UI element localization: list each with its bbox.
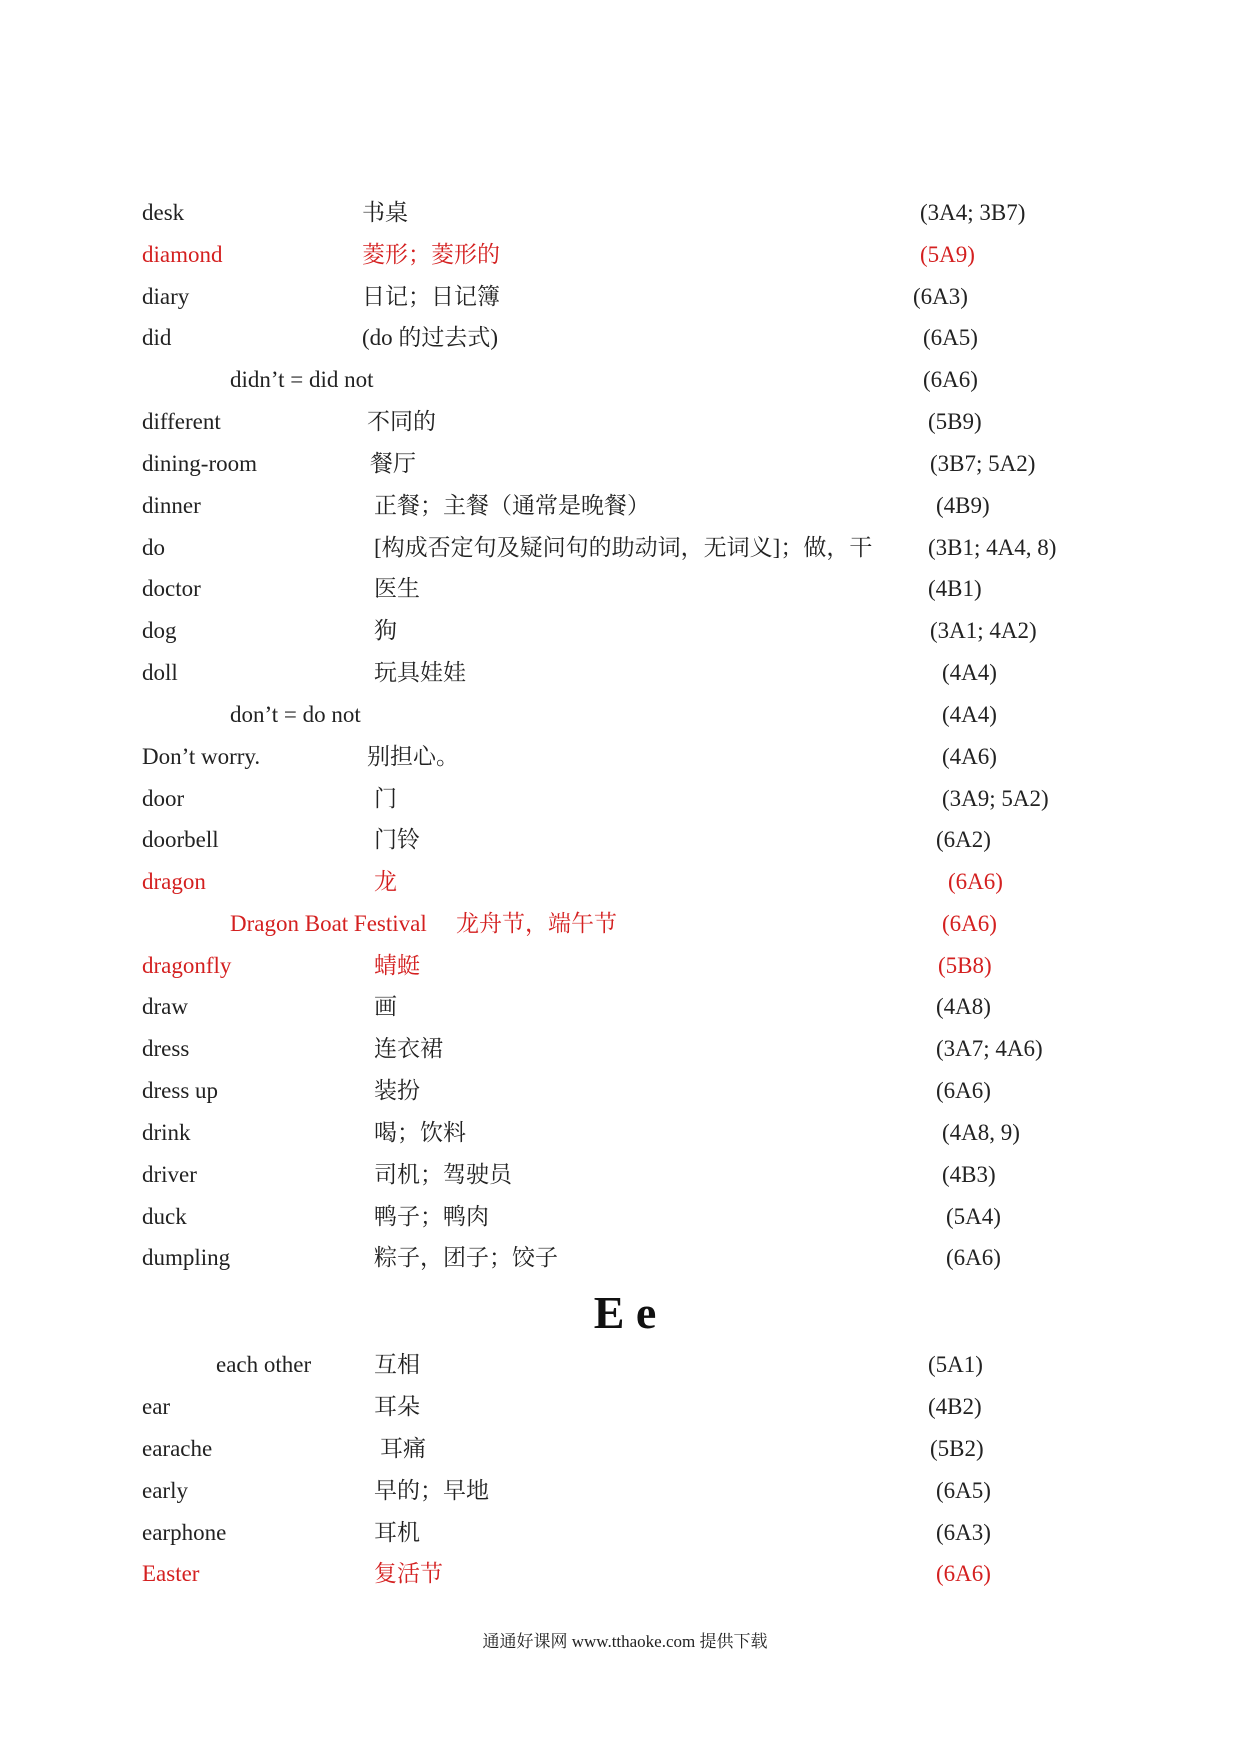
entry-unit-ref: (3A1; 4A2) <box>930 618 1037 643</box>
entry-row <box>0 193 1240 233</box>
entry-unit-ref: (5A1) <box>928 1352 983 1377</box>
entry-row <box>0 987 1240 1027</box>
entry-word: dragonfly <box>142 953 232 978</box>
entry-translation: 早的；早地 <box>374 1478 489 1503</box>
entry-word: different <box>142 409 221 434</box>
section-heading: E e <box>593 1287 657 1338</box>
entry-row <box>0 1387 1240 1427</box>
entry-translation: 复活节 <box>374 1561 443 1586</box>
entry-unit-ref: (5B8) <box>938 953 992 978</box>
entry-row <box>0 904 1240 944</box>
entry-word: door <box>142 786 185 811</box>
entry-word: diary <box>142 284 190 309</box>
entry-unit-ref: (6A5) <box>936 1478 991 1503</box>
entry-translation: 司机；驾驶员 <box>374 1162 512 1187</box>
entry-unit-ref: (5A4) <box>946 1204 1001 1229</box>
entry-row <box>0 1029 1240 1069</box>
entry-word: do <box>142 535 165 560</box>
entry-row <box>0 528 1240 568</box>
entry-row <box>0 1155 1240 1195</box>
entry-word: draw <box>142 994 188 1019</box>
entry-unit-ref: (4B1) <box>928 576 982 601</box>
entry-translation: 日记；日记簿 <box>362 284 500 309</box>
entry-translation: 鸭子；鸭肉 <box>374 1204 489 1229</box>
entry-translation: 耳朵 <box>374 1394 420 1419</box>
entry-row <box>0 360 1240 400</box>
entry-word: early <box>142 1478 188 1503</box>
entry-row <box>0 444 1240 484</box>
entry-unit-ref: (4A4) <box>942 702 997 727</box>
entry-row <box>0 1345 1240 1385</box>
entry-word: earache <box>142 1436 213 1461</box>
entry-translation: 狗 <box>374 618 397 643</box>
page-footer: 通通好课网 www.tthaoke.com 提供下载 <box>482 1632 768 1651</box>
entry-word: dog <box>142 618 177 643</box>
entry-translation: 装扮 <box>374 1078 420 1103</box>
entry-word: dragon <box>142 869 206 894</box>
entry-word: driver <box>142 1162 197 1187</box>
entry-word: dinner <box>142 493 201 518</box>
entry-translation: 龙 <box>374 869 397 894</box>
entry-word: doorbell <box>142 827 219 852</box>
entry-row <box>0 1471 1240 1511</box>
entry-row <box>0 1238 1240 1278</box>
entry-unit-ref: (4B9) <box>936 493 990 518</box>
entry-row <box>0 737 1240 777</box>
entry-word: didn’t = did not <box>230 367 374 392</box>
entry-word: doll <box>142 660 178 685</box>
entry-row <box>0 402 1240 442</box>
entry-unit-ref: (5B9) <box>928 409 982 434</box>
entry-word: dress <box>142 1036 190 1061</box>
entry-unit-ref: (4A8, 9) <box>942 1120 1020 1145</box>
entry-word: duck <box>142 1204 187 1229</box>
entry-unit-ref: (4A8) <box>936 994 991 1019</box>
entry-row <box>0 1429 1240 1469</box>
entry-translation: 互相 <box>374 1352 420 1377</box>
entry-unit-ref: (6A6) <box>923 367 978 392</box>
entry-word: don’t = do not <box>230 702 361 727</box>
entry-unit-ref: (6A6) <box>948 869 1003 894</box>
entry-translation: [构成否定句及疑问句的助动词，无词义]；做，干 <box>374 535 873 560</box>
entry-row <box>0 1554 1240 1594</box>
entry-unit-ref: (6A6) <box>946 1245 1001 1270</box>
entry-translation: 画 <box>374 994 397 1019</box>
entry-word: diamond <box>142 242 223 267</box>
entry-unit-ref: (6A5) <box>923 325 978 350</box>
entry-row <box>0 277 1240 317</box>
entry-unit-ref: (3B1; 4A4, 8) <box>928 535 1057 560</box>
entry-translation: 玩具娃娃 <box>374 660 466 685</box>
entry-word: each other <box>216 1352 312 1377</box>
entry-unit-ref: (4A6) <box>942 744 997 769</box>
entry-row <box>0 318 1240 358</box>
entry-row <box>0 1197 1240 1237</box>
entry-translation: 龙舟节，端午节 <box>456 911 617 936</box>
entry-unit-ref: (5A9) <box>920 242 975 267</box>
entry-unit-ref: (5B2) <box>930 1436 984 1461</box>
entry-word: Easter <box>142 1561 200 1586</box>
entry-unit-ref: (3A7; 4A6) <box>936 1036 1043 1061</box>
entry-translation: 蜻蜓 <box>374 953 420 978</box>
entry-unit-ref: (6A2) <box>936 827 991 852</box>
entry-word: earphone <box>142 1520 227 1545</box>
entry-row <box>0 695 1240 735</box>
entry-translation: 菱形；菱形的 <box>362 242 500 267</box>
entry-unit-ref: (4A4) <box>942 660 997 685</box>
entry-row <box>0 1113 1240 1153</box>
entry-translation: 书桌 <box>362 200 408 225</box>
entry-translation: 喝；饮料 <box>374 1120 466 1145</box>
entry-word: dress up <box>142 1078 219 1103</box>
entry-row <box>0 611 1240 651</box>
entry-unit-ref: (3B7; 5A2) <box>930 451 1036 476</box>
entry-unit-ref: (4B3) <box>942 1162 996 1187</box>
entry-word: doctor <box>142 576 201 601</box>
entry-unit-ref: (6A6) <box>936 1078 991 1103</box>
entry-translation: 门铃 <box>374 827 420 852</box>
entry-word: drink <box>142 1120 191 1145</box>
entry-row <box>0 946 1240 986</box>
entry-word: did <box>142 325 172 350</box>
entry-translation: 不同的 <box>367 409 436 434</box>
entry-word: desk <box>142 200 185 225</box>
entry-row <box>0 569 1240 609</box>
entry-unit-ref: (6A3) <box>936 1520 991 1545</box>
entry-translation: 耳痛 <box>380 1436 426 1461</box>
entry-row <box>0 862 1240 902</box>
entry-unit-ref: (6A6) <box>942 911 997 936</box>
entry-unit-ref: (3A9; 5A2) <box>942 786 1049 811</box>
entry-unit-ref: (6A6) <box>936 1561 991 1586</box>
entry-unit-ref: (6A3) <box>913 284 968 309</box>
entry-word: ear <box>142 1394 171 1419</box>
entry-translation: 医生 <box>374 576 420 601</box>
entry-unit-ref: (4B2) <box>928 1394 982 1419</box>
entry-row <box>0 1513 1240 1553</box>
entry-translation: 耳机 <box>374 1520 420 1545</box>
entry-word: dining-room <box>142 451 257 476</box>
entry-row <box>0 779 1240 819</box>
entry-translation: 粽子，团子；饺子 <box>374 1245 558 1270</box>
entry-row <box>0 486 1240 526</box>
entry-row <box>0 235 1240 275</box>
entry-word: dumpling <box>142 1245 231 1270</box>
entry-word: Don’t worry. <box>142 744 261 769</box>
entry-translation: 别担心。 <box>367 744 459 769</box>
entry-unit-ref: (3A4; 3B7) <box>920 200 1026 225</box>
entry-translation: 连衣裙 <box>374 1036 443 1061</box>
entry-row <box>0 1071 1240 1111</box>
entry-row <box>0 653 1240 693</box>
entry-translation: 正餐；主餐（通常是晚餐） <box>374 493 650 518</box>
entry-translation: 餐厅 <box>370 451 416 476</box>
entry-translation: 门 <box>374 786 397 811</box>
entry-word: Dragon Boat Festival <box>230 911 427 936</box>
entry-translation: (do 的过去式) <box>362 325 499 350</box>
entry-row <box>0 820 1240 860</box>
